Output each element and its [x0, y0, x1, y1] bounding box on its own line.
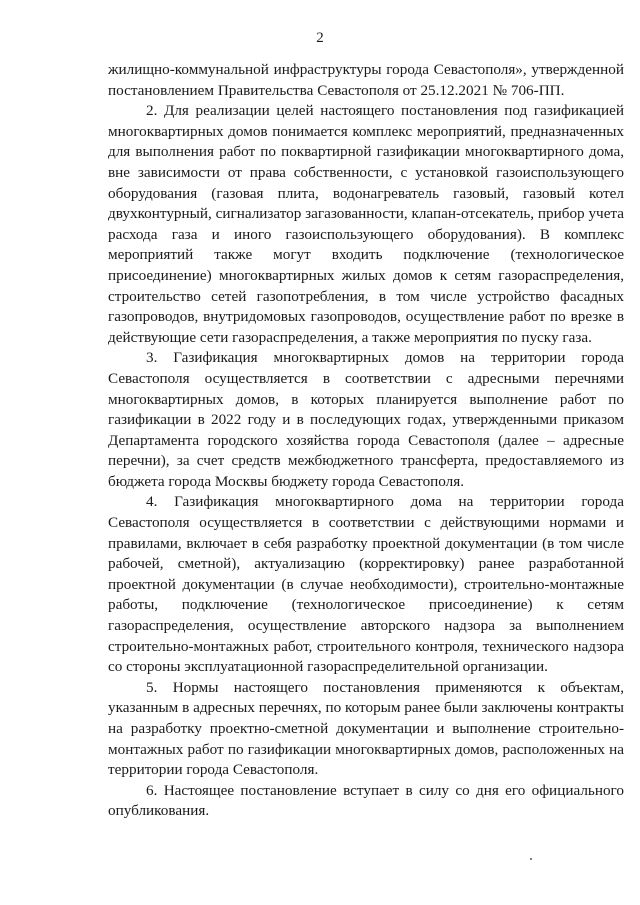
paragraph-6: 6. Настоящее постановление вступает в силу со дня его официального опубликования. [108, 781, 624, 820]
document-body [108, 60, 624, 822]
scan-speck [530, 858, 532, 860]
paragraph-3: 3. Газификация многоквартирных домов на территории города Севастополя осуществляется в соответствии с адресными перечнями многоквартирных домов, в которых планируется выполнение работ по газификации в 2022 году и в последующих годах, утвержденными приказом Департамента городского хозяйства города Севастополя (далее – адресные перечни), за счет средств межбюджетного трансферта, предоставляемого из бюджета города Москвы бюджету города Севастополя. [108, 349, 624, 490]
page-number: 2 [316, 30, 324, 46]
paragraph-continuation: жилищно-коммунальной инфраструктуры города Севастополя», утвержденной постановлением Правительства Севастополя от 25.12.2021 № 706-ПП. [108, 61, 624, 99]
paragraph-5: 5. Нормы настоящего постановления применяются к объектам, указанным в адресных перечнях, по которым ранее были заключены контракты на разработку проектно-сметной документации и выполнение строительно-монтажных работ по газификации многоквартирных домов, расположенных на территории города Севастополя. [108, 678, 624, 779]
paragraph-4: 4. Газификация многоквартирного дома на территории города Севастополя осуществляется в соответствии с действующими нормами и правилами, включает в себя разработку проектной документации (в том числе рабочей, сметной), актуализацию (корректировку) ранее разработанной проектной документации (в случае необходимости), строительно-монтажные работы, подключение (технологическое присоединение) к сетям газораспределения, осуществление авторского надзора за выполнением строительно-монтажных работ, строительного контроля, технического надзора со стороны эксплуатационной газораспределительной организации. [108, 493, 624, 676]
paragraph-2: 2. Для реализации целей настоящего постановления под газификацией многоквартирных домов понимается комплекс мероприятий, предназначенных для выполнения работ по поквартирной газификации многоквартирного дома, вне зависимости от права собственности, с установкой газоиспользующего оборудования (газовая плита, водонагреватель газовый, газовый котел двухконтурный, сигнализатор загазованности, клапан-отсекатель, прибор учета расхода газа и иного газоиспользующего оборудования). В комплекс мероприятий также могут входить подключение (технологическое присоединение) многоквартирных жилых домов к сетям газораспределения, строительство сетей газопотребления, в том числе устройство фасадных газопроводов, внутридомовых газопроводов, осуществление работ по врезке в действующие сети газораспределения, а также мероприятия по пуску газа. [108, 102, 624, 346]
